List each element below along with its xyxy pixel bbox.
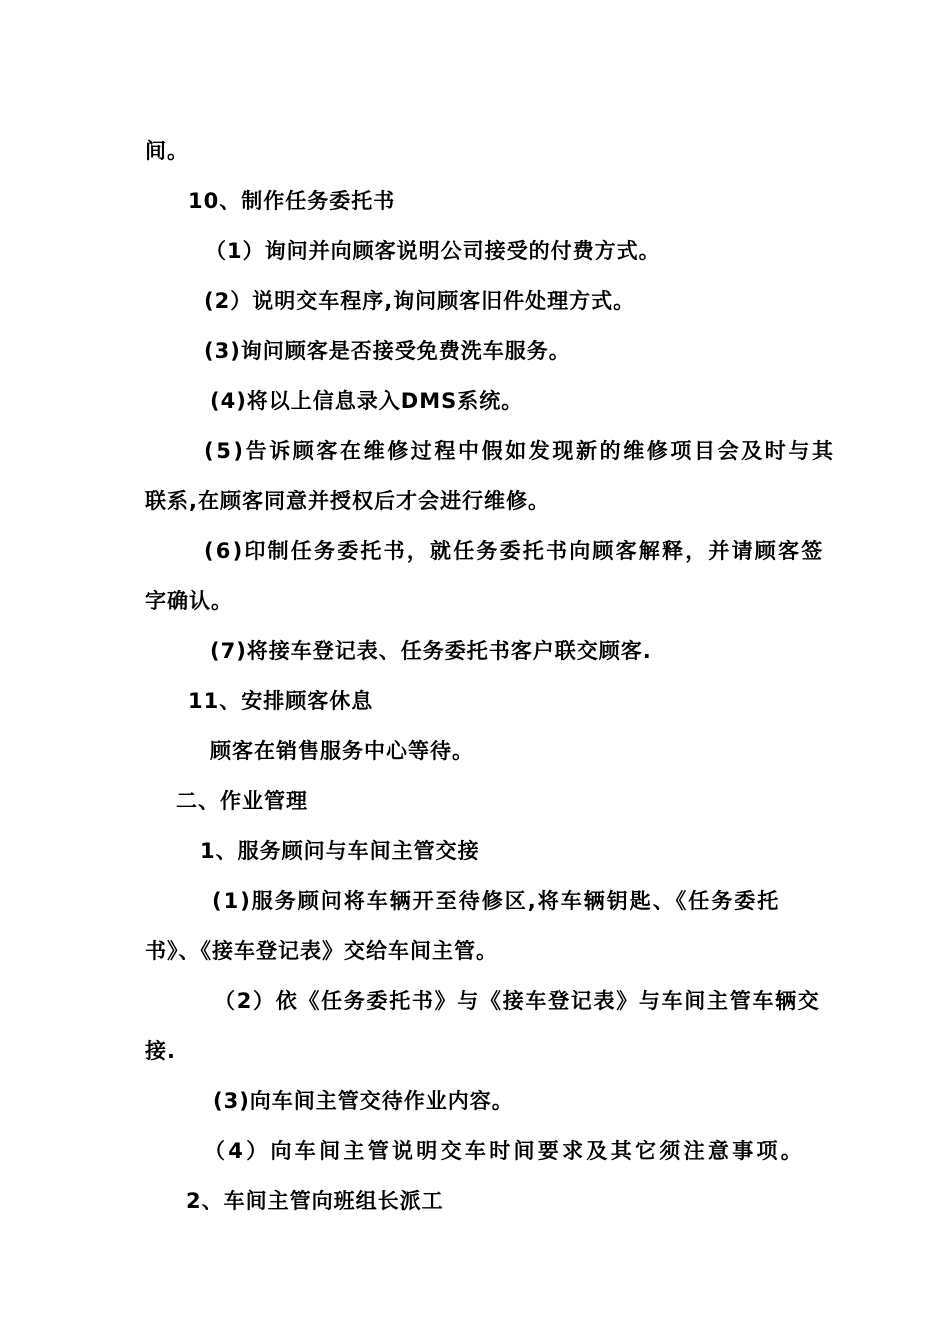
list-item-continuation: 字确认。 xyxy=(145,589,233,613)
list-item-continuation: 书》、《接车登记表》交给车间主管。 xyxy=(145,939,498,963)
list-item: (1)服务顾问将车辆开至待修区,将车辆钥匙、《任务委托 xyxy=(212,889,781,913)
paragraph: 顾客在销售服务中心等待。 xyxy=(210,739,474,763)
section-heading-handover: 1、服务顾问与车间主管交接 xyxy=(200,839,480,863)
list-item: (3)向车间主管交待作业内容。 xyxy=(213,1089,514,1113)
list-item: (4)将以上信息录入DMS系统。 xyxy=(210,389,524,413)
section-heading-customer-rest: 11、安排顾客休息 xyxy=(188,689,374,713)
section-heading-dispatch: 2、车间主管向班组长派工 xyxy=(186,1189,444,1213)
list-item: (3)询问顾客是否接受免费洗车服务。 xyxy=(204,339,571,363)
list-item: （2）依《任务委托书》与《接车登记表》与车间主管车辆交 xyxy=(214,989,821,1013)
list-item: （4）向车间主管说明交车时间要求及其它须注意事项。 xyxy=(204,1139,806,1163)
list-item: (2）说明交车程序,询问顾客旧件处理方式。 xyxy=(204,289,636,313)
text-line-continuation: 间。 xyxy=(145,139,189,163)
list-item-continuation: 接. xyxy=(145,1039,176,1063)
section-heading-work-order: 10、制作任务委托书 xyxy=(188,189,396,213)
chapter-heading-operations: 二、作业管理 xyxy=(176,789,308,813)
list-item: （1）询问并向顾客说明公司接受的付费方式。 xyxy=(205,239,661,263)
list-item: (6)印制任务委托书，就任务委托书向顾客解释，并请顾客签 xyxy=(204,539,825,563)
list-item-continuation: 联系,在顾客同意并授权后才会进行维修。 xyxy=(145,489,550,513)
list-item: (7)将接车登记表、任务委托书客户联交顾客. xyxy=(210,639,652,663)
list-item: (5)告诉顾客在维修过程中假如发现新的维修项目会及时与其 xyxy=(204,439,836,463)
